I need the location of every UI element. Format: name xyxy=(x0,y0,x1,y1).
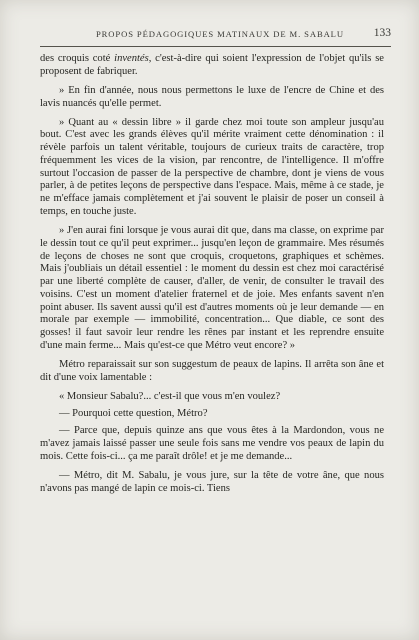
paragraph: — Métro, dit M. Sabalu, je vous jure, sur la tête de votre âne, que nous n'avons pas mangé de lapin ce mois-ci. Tiens xyxy=(40,469,384,494)
italic-word: inventés xyxy=(114,53,149,64)
paragraph: » Quant au « dessin libre » il garde chez moi toute son ampleur jusqu'au bout. C'est avec les grands élèves qu'il mérite vraiment cette dénomination : il révèle parfois un talent véritable, toujours de curieux traits de caractère, trop fréquemment les vices de la vision, par rencontre, de l'intelligence. Il m'offre surtout l'occasion de passer de la perspective de chambre, dont je viens de vous parler, à de petites leçons de perspective dans l'espace. Mais, même à ce stade, je ne m'efface jamais complètement et j'ai souvent le plaisir de poser un conseil à temps, en touche juste. xyxy=(40,116,384,217)
page-header xyxy=(40,26,391,44)
paragraph: — Parce que, depuis quinze ans que vous êtes à la Mardondon, vous ne m'avez jamais laissé passer une seule fois sans me vendre vos peaux de lapin du mois. Cette fois-ci... ça me paraît drôle! et je me demande... xyxy=(40,425,384,462)
paragraph-text: des croquis coté xyxy=(40,53,115,64)
running-head: PROPOS PÉDAGOGIQUES MATINAUX DE M. SABALU xyxy=(96,29,344,39)
page-number: 133 xyxy=(373,27,391,39)
paragraph: — Pourquoi cette question, Métro? xyxy=(59,407,208,419)
paragraph: « Monsieur Sabalu?... c'est-il que vous m'en voulez? xyxy=(59,390,281,402)
paragraph-text: , c'est-à-dire qui soient l'expression de l'objet qu'ils se proposent de fabriquer. xyxy=(40,53,384,77)
header-rule xyxy=(40,46,391,47)
paragraph: » J'en aurai fini lorsque je vous aurai dit que, dans ma classe, on exprime par le dessin tout ce qu'il peut exprimer... jusqu'en leçon de grammaire. Mes résumés de leçons de choses ne sont que croquis, croquetons, graphiques et schèmes. Mais j'oubliais un détail essentiel : le moment du dessin est chez moi caractérisé par une liberté complète de causer, d'aller, de venir, de consulter le travail des voisins. C'est un moment d'atelier fraternel et de joie. Mes enfants savent n'en point abuser. Ils savent aussi qu'il est d'autres moments où je leur demande — en morale par exemple — immobilité, concentration... Que diable, ce sont des gosses! il faut savoir leur rendre les rênes par instant et les reprendre ensuite d'une main ferme... Mais qu'est-ce que Métro veut encore? » xyxy=(40,224,384,351)
paragraph: Métro reparaissait sur son suggestum de peaux de lapins. Il arrêta son âne et dit d'une voix lamentable : xyxy=(40,358,384,383)
body-text xyxy=(40,53,384,502)
paragraph: » En fin d'année, nous nous permettons le luxe de l'encre de Chine et des lavis nuancés qu'elle permet. xyxy=(40,84,384,109)
paragraph xyxy=(40,53,384,79)
